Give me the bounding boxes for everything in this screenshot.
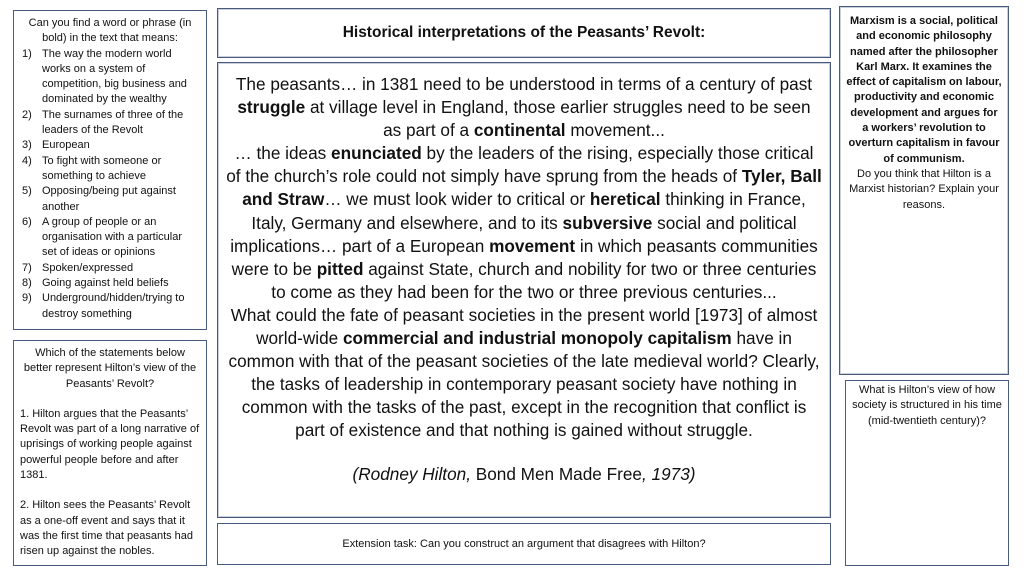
vocab-item-number: 3): [22, 139, 32, 152]
hilton-view-box: [845, 380, 1009, 566]
statement-2: 2. Hilton sees the Peasants’ Revolt as a one-off event and says that it was the first time that peasants had risen up against the nobles.: [20, 499, 194, 558]
quote-key-term: subversive: [562, 212, 653, 233]
vocab-item-text: Spoken/expressed: [42, 261, 134, 274]
quote-text: … the ideas: [234, 143, 332, 164]
vocab-item: [22, 291, 198, 322]
quote-text: at village level in England, those earlier struggles need to be seen as part of a: [305, 97, 811, 141]
vocab-item-text: Underground/hidden/trying to destroy something: [42, 292, 185, 320]
vocab-item-text: European: [42, 139, 90, 152]
quote-key-term: struggle: [237, 97, 306, 118]
quote-paragraph-1: [226, 73, 822, 142]
vocab-item: [22, 261, 198, 276]
vocab-item: [22, 108, 198, 139]
vocab-item-number: 6): [22, 215, 32, 228]
vocab-item: [22, 47, 198, 108]
vocab-item-text: The surnames of three of the leaders of the Revolt: [42, 108, 184, 137]
citation-author: Rodney Hilton,: [358, 463, 471, 484]
quote-text: by the leaders of the rising, especially those critical of the church’s role could not simply have sprung from the heads of: [226, 143, 814, 187]
vocab-item-text: The way the modern world works on a system of competition, big business and dominated by the wealthy: [42, 47, 187, 106]
vocab-list: [22, 47, 198, 322]
quote-text: … we must look wider to critical or: [324, 189, 590, 210]
quote-key-term: Tyler, Ball and Straw: [242, 166, 822, 210]
vocab-item-number: 7): [22, 261, 32, 274]
extension-box: [217, 523, 831, 565]
citation-year: , 1973): [641, 463, 696, 484]
vocab-item-text: To fight with someone or something to achieve: [42, 154, 162, 182]
title-box: [217, 8, 831, 58]
quote-box: [217, 62, 831, 518]
vocab-item: [22, 215, 198, 261]
vocab-item-text: A group of people or an organisation with a particular set of ideas or opinions: [42, 215, 183, 259]
quote-text: in which peasants communities were to be: [231, 235, 818, 279]
extension-task: Extension task: Can you construct an argument that disagrees with Hilton?: [342, 538, 706, 550]
vocab-intro: Can you find a word or phrase (in bold) in the text that means:: [28, 17, 192, 45]
quote-key-term: pitted: [316, 258, 364, 279]
quote-key-term: movement: [489, 235, 576, 256]
statement-1: 1. Hilton argues that the Peasants’ Revolt was part of a long narrative of uprisings of working people against powerful people before and after 1381.: [20, 407, 200, 482]
marxism-definition: Marxism is a social, political and economic philosophy named after the philosopher Karl Marx. It examines the effect of capitalism on labour, productivity and economic development and argues for a workers’ revolution to overturn capitalism in favour of communism.: [846, 15, 1002, 165]
quote-text: movement...: [565, 120, 665, 141]
quote-text: against State, church and nobility for two or three centuries to come as they had been for the two or three previous centuries...: [271, 258, 817, 302]
quote-text: social and political implications… part of a European: [230, 212, 797, 256]
quote-text: What could the fate of peasant societies in the present world [1973] of almost world-wide: [230, 304, 818, 349]
vocab-box: [13, 10, 207, 330]
quote-paragraph-2: [226, 142, 822, 304]
quote-citation: (Rodney Hilton, Bond Men Made Free, 1973): [352, 463, 696, 484]
vocab-item-number: 4): [22, 154, 32, 167]
vocab-item: [22, 184, 198, 215]
quote-paragraph-3: [226, 304, 822, 443]
marxism-question: Do you think that Hilton is a Marxist historian? Explain your reasons.: [849, 167, 999, 211]
quote-text: The peasants… in 1381 need to be understood in terms of a century of past: [235, 74, 813, 94]
marxism-box: [839, 6, 1009, 375]
vocab-item-number: 5): [22, 185, 32, 198]
statements-question: Which of the statements below better represent Hilton’s view of the Peasants’ Revolt?: [23, 347, 197, 390]
statements-box: [13, 340, 207, 566]
vocab-item-text: Opposing/being put against another: [42, 185, 176, 213]
vocab-item: [22, 154, 198, 185]
citation-work: Bond Men Made Free: [470, 463, 642, 484]
vocab-item-number: 2): [22, 108, 32, 121]
quote-key-term: heretical: [589, 189, 661, 210]
quote-text: have in common with that of the peasant societies of the late medieval world? Clearly, the tasks of leadership in contemporary peasant society have nothing in common with the tasks of the past, except in the recognition that conflict is part of existence and that nothing is gained without struggle.: [228, 328, 820, 441]
vocab-item-text: Going against held beliefs: [42, 277, 169, 290]
vocab-item-number: 1): [22, 47, 32, 60]
hilton-view-question: What is Hilton’s view of how society is structured in his time (mid-twentieth century)?: [852, 384, 1002, 427]
page-title: Historical interpretations of the Peasants’ Revolt:: [342, 24, 706, 41]
vocab-item-number: 9): [22, 292, 32, 305]
quote-key-term: enunciated: [331, 143, 422, 164]
quote-text: thinking in France, Italy, Germany and elsewhere, and to its: [251, 189, 806, 233]
vocab-item: [22, 138, 198, 153]
quote-key-term: continental: [473, 120, 566, 141]
vocab-item-number: 8): [22, 277, 32, 290]
quote-key-term: commercial and industrial monopoly capitalism: [342, 328, 732, 349]
vocab-item: [22, 276, 198, 291]
